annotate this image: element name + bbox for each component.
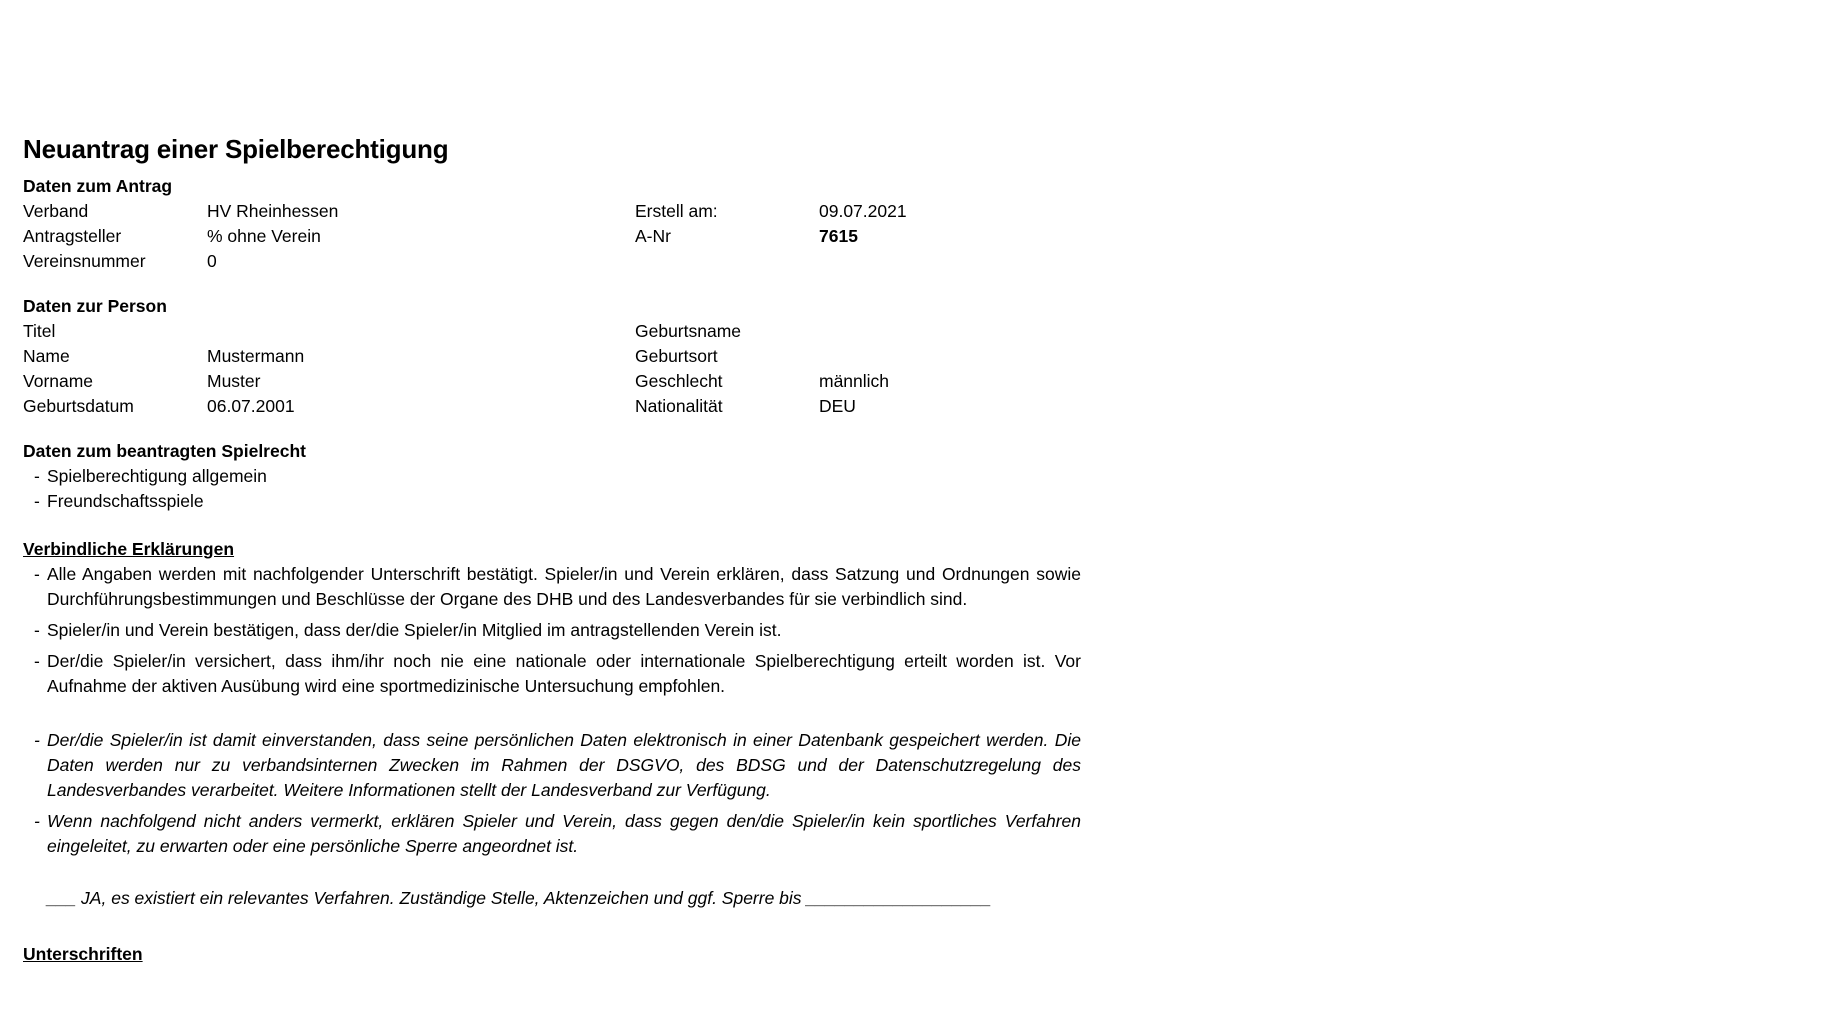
anr-value: 7615 <box>819 226 858 246</box>
anr-label: A-Nr <box>635 226 671 246</box>
document-page <box>23 128 1083 967</box>
name-value: Mustermann <box>207 346 305 366</box>
erstellt-value: 09.07.2021 <box>819 201 907 221</box>
vorname-label: Vorname <box>23 371 94 391</box>
geburtsdatum-value: 06.07.2001 <box>207 396 295 416</box>
erklaerung-item-text: Der/die Spieler/in versichert, dass ihm/ihr noch nie eine nationale oder internationale Spielberechtigung erteilt worden ist. Vor Aufnahme der aktiven Ausübung wird eine sportmedizinische Untersuchung empfohlen. <box>47 651 1081 696</box>
row-titel <box>23 319 1083 344</box>
erstellt-label: Erstell am: <box>635 201 718 221</box>
section-heading-antrag: Daten zum Antrag <box>23 176 173 196</box>
erklaerung-item <box>23 618 1081 643</box>
section-heading-spielrecht: Daten zum beantragten Spielrecht <box>23 441 306 461</box>
spielrecht-item <box>23 464 1081 489</box>
list-dash: - <box>34 811 40 831</box>
vorname-value: Muster <box>207 371 261 391</box>
list-dash: - <box>34 620 40 640</box>
row-name <box>23 344 1083 369</box>
list-dash: - <box>34 651 40 671</box>
geburtsdatum-label: Geburtsdatum <box>23 396 134 416</box>
row-geburtsdatum <box>23 394 1083 419</box>
erklaerung-item-text: Wenn nachfolgend nicht anders vermerkt, erklären Spieler und Verein, dass gegen den/die Spieler/in kein sportliches Verfahren eingeleitet, zu erwarten oder eine persönliche Sperre angeordnet ist. <box>47 811 1081 856</box>
erklaerung-item <box>23 562 1081 612</box>
row-vereinsnummer <box>23 249 1083 274</box>
verfahren-ja-line: ___ JA, es existiert ein relevantes Verfahren. Zuständige Stelle, Aktenzeichen und ggf. Sperre bis ___________________ <box>47 888 992 908</box>
spielrecht-item <box>23 489 1081 514</box>
row-vorname <box>23 369 1083 394</box>
row-antragsteller <box>23 224 1083 249</box>
list-dash: - <box>34 466 40 486</box>
erklaerung-datenschutz-item <box>23 728 1081 803</box>
list-dash: - <box>34 564 40 584</box>
name-label: Name <box>23 346 70 366</box>
vereinsnummer-value: 0 <box>207 251 217 271</box>
section-heading-erklaerungen: Verbindliche Erklärungen <box>23 539 235 559</box>
erklaerung-item-text: Alle Angaben werden mit nachfolgender Unterschrift bestätigt. Spieler/in und Verein erklären, dass Satzung und Ordnungen sowie Durchführungsbestimmungen und Beschlüsse der Organe des DHB und des Landesverbandes für sie verbindlich sind. <box>47 564 1081 609</box>
geburtsort-label: Geburtsort <box>635 346 718 366</box>
list-dash: - <box>34 730 40 750</box>
section-heading-unterschriften: Unterschriften <box>23 944 143 964</box>
spielrecht-item-text: Freundschaftsspiele <box>47 491 204 511</box>
document-title: Neuantrag einer Spielberechtigung <box>23 134 449 164</box>
verband-label: Verband <box>23 201 89 221</box>
nationalitaet-label: Nationalität <box>635 396 723 416</box>
antragsteller-label: Antragsteller <box>23 226 122 246</box>
erklaerung-item <box>23 649 1081 699</box>
section-heading-person: Daten zur Person <box>23 296 167 316</box>
erklaerung-item-text: Spieler/in und Verein bestätigen, dass der/die Spieler/in Mitglied im antragstellenden Verein ist. <box>47 620 782 640</box>
spielrecht-item-text: Spielberechtigung allgemein <box>47 466 267 486</box>
geburtsname-label: Geburtsname <box>635 321 742 341</box>
erklaerung-verfahren-item <box>23 809 1081 859</box>
list-dash: - <box>34 491 40 511</box>
geschlecht-value: männlich <box>819 371 890 391</box>
titel-label: Titel <box>23 321 56 341</box>
vereinsnummer-label: Vereinsnummer <box>23 251 146 271</box>
antragsteller-value: % ohne Verein <box>207 226 321 246</box>
nationalitaet-value: DEU <box>819 396 856 416</box>
verband-value: HV Rheinhessen <box>207 201 339 221</box>
geschlecht-label: Geschlecht <box>635 371 723 391</box>
erklaerung-item-text: Der/die Spieler/in ist damit einverstanden, dass seine persönlichen Daten elektronisch in einer Datenbank gespeichert werden. Die Daten werden nur zu verbandsinternen Zwecken im Rahmen der DSGVO, des BDSG und der Datenschutzregelung des Landesverbandes verarbeitet. Weitere Informationen stellt der Landesverband zur Verfügung. <box>47 730 1081 800</box>
row-verband <box>23 199 1083 224</box>
